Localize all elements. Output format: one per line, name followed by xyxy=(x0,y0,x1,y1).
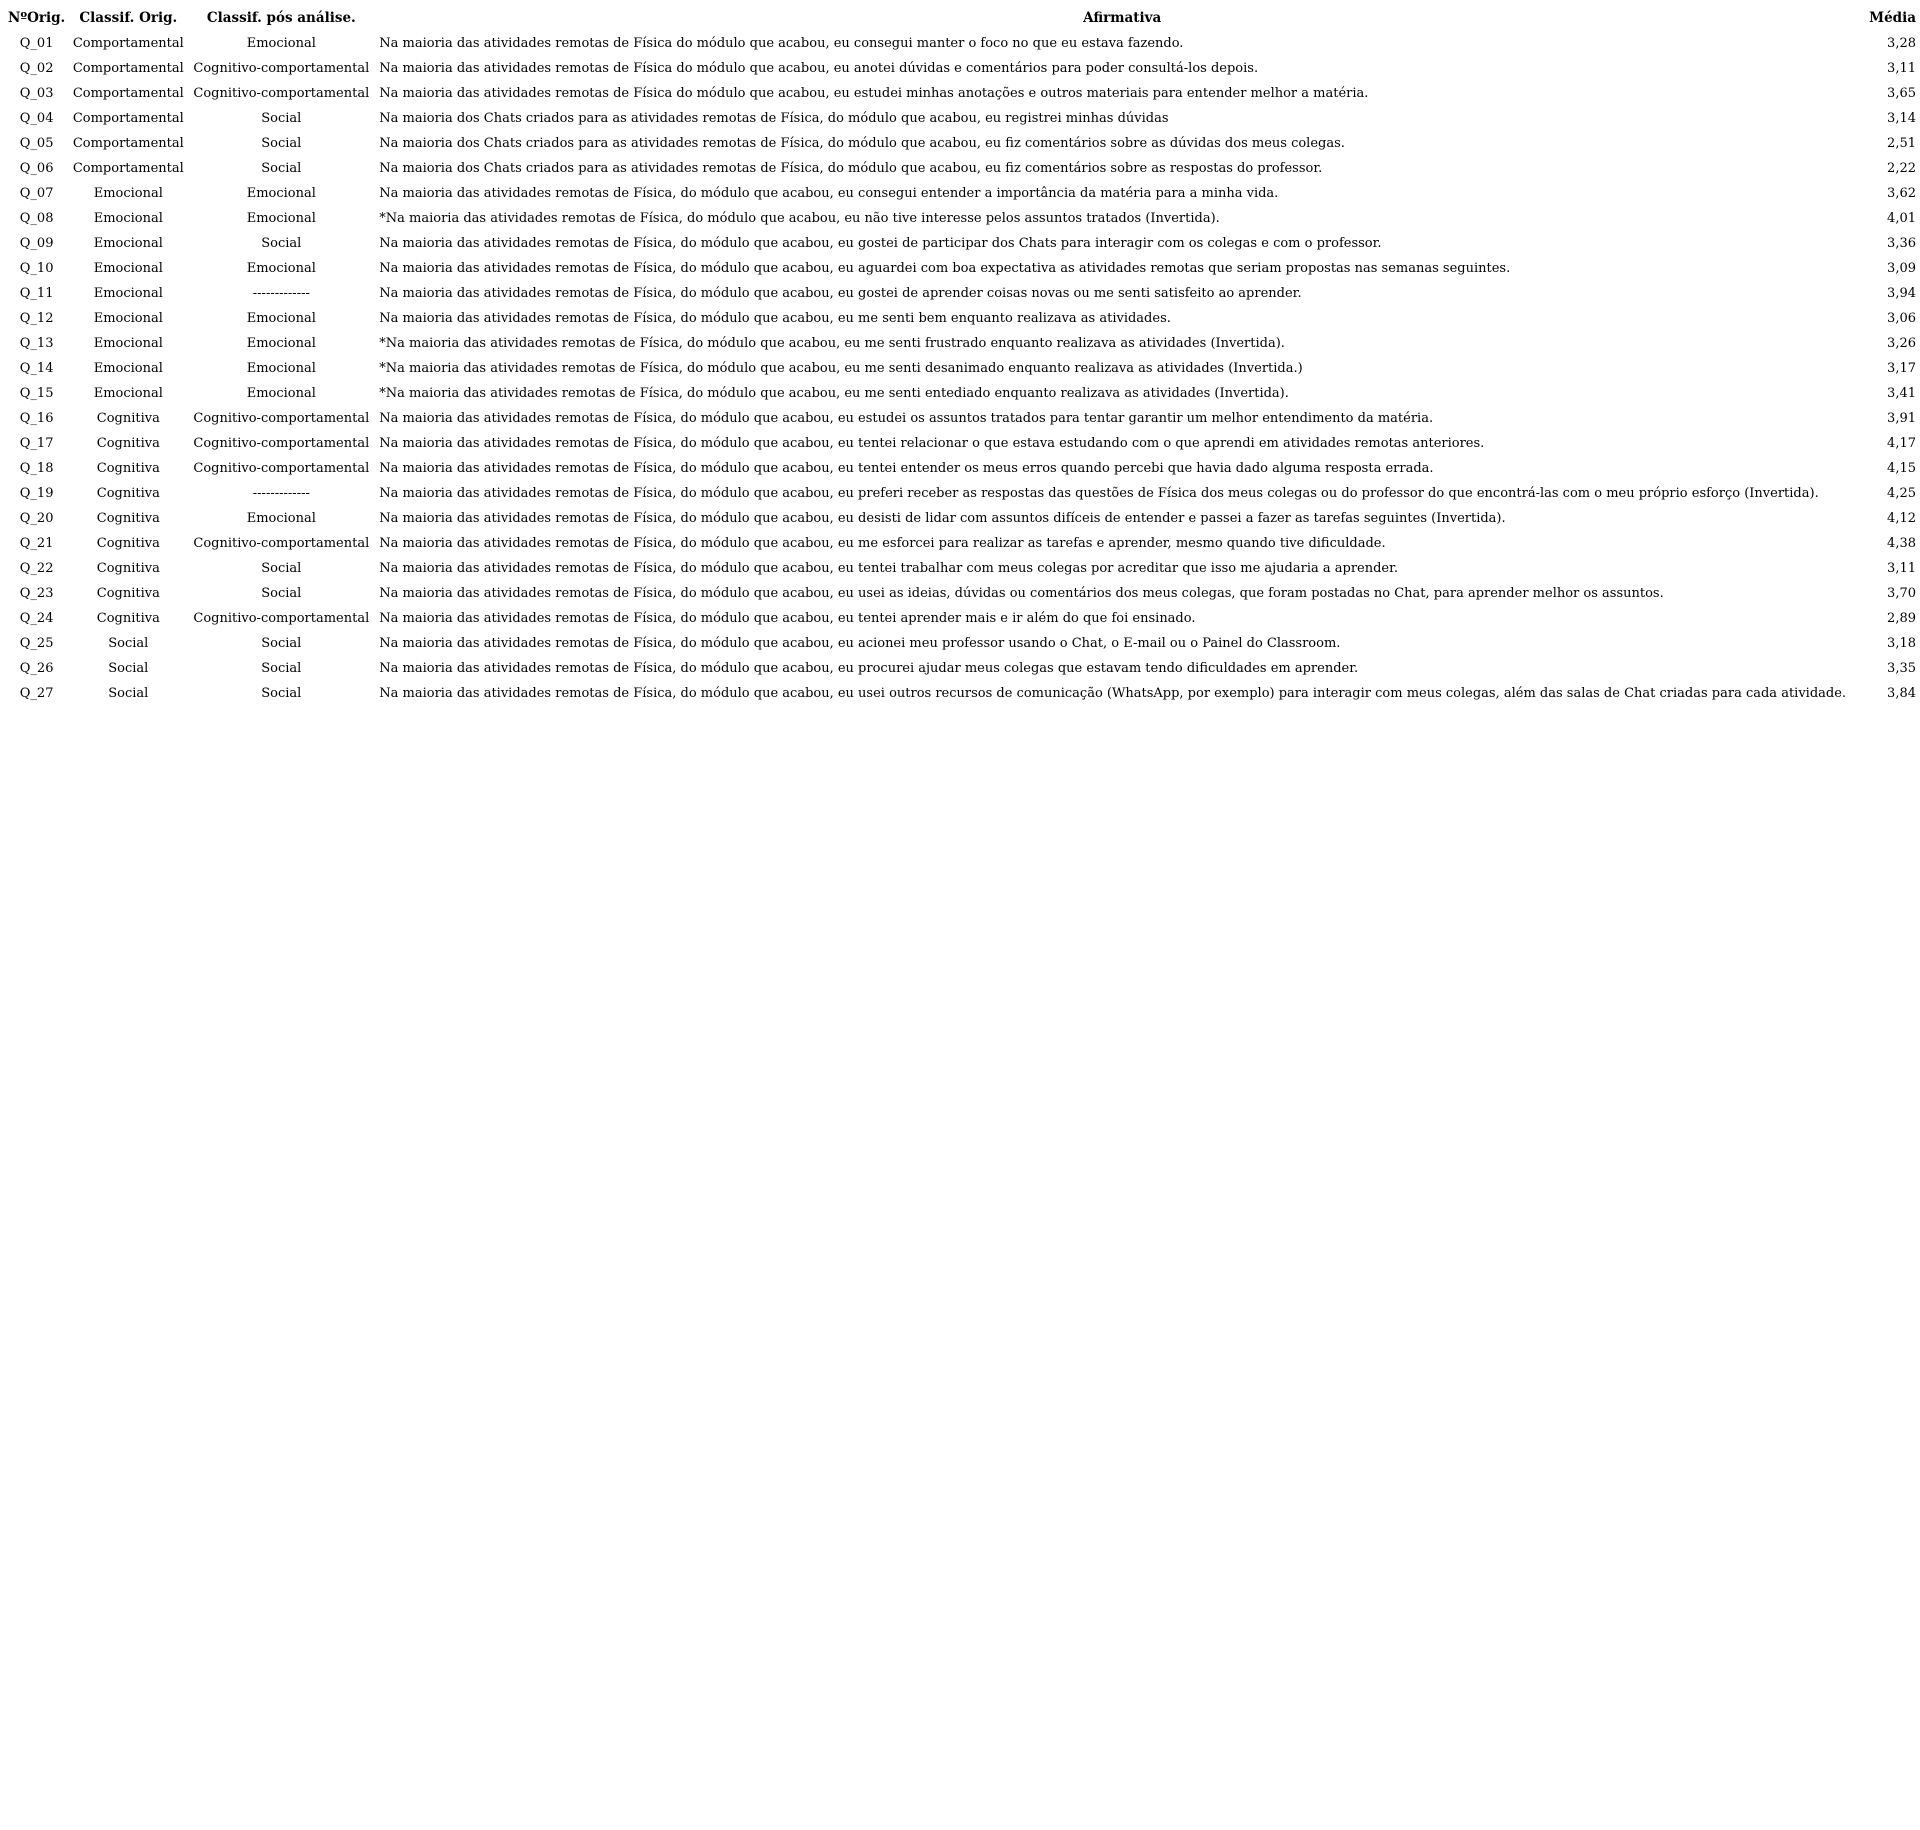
cell-orig-classification: Cognitiva xyxy=(96,411,160,426)
cell-num: Q_18 xyxy=(19,461,54,476)
cell-statement: Na maioria das atividades remotas de Física, do módulo que acabou, eu gostei de participar dos Chats para interagir com os colegas e com o professor. xyxy=(379,236,1382,251)
table-row xyxy=(6,206,1920,231)
table-row xyxy=(6,256,1920,281)
cell-num: Q_08 xyxy=(19,211,54,226)
cell-num: Q_26 xyxy=(19,661,54,676)
table-row xyxy=(6,131,1920,156)
cell-statement: Na maioria dos Chats criados para as atividades remotas de Física, do módulo que acabou, eu fiz comentários sobre as respostas do professor. xyxy=(379,161,1323,176)
cell-post-analysis-classification: Social xyxy=(261,586,302,601)
cell-statement: Na maioria das atividades remotas de Física do módulo que acabou, eu consegui manter o foco no que eu estava fazendo. xyxy=(379,36,1184,51)
cell-post-analysis-classification: Cognitivo-comportamental xyxy=(193,611,370,626)
cell-mean: 3,09 xyxy=(1887,261,1916,276)
cell-num: Q_02 xyxy=(19,61,54,76)
cell-statement: Na maioria das atividades remotas de Física, do módulo que acabou, eu procurei ajudar meus colegas que estavam tendo dificuldades em aprender. xyxy=(379,661,1359,676)
cell-num: Q_14 xyxy=(19,361,54,376)
cell-mean: 3,11 xyxy=(1887,561,1916,576)
header-num: NºOrig. xyxy=(8,10,66,26)
cell-mean: 3,18 xyxy=(1887,636,1916,651)
cell-post-analysis-classification: Cognitivo-comportamental xyxy=(193,61,370,76)
cell-post-analysis-classification: Cognitivo-comportamental xyxy=(193,536,370,551)
cell-orig-classification: Social xyxy=(108,636,149,651)
table-row xyxy=(6,656,1920,681)
cell-post-analysis-classification: ------------- xyxy=(252,286,310,301)
cell-orig-classification: Emocional xyxy=(93,286,163,301)
cell-post-analysis-classification: Emocional xyxy=(246,261,316,276)
cell-statement: *Na maioria das atividades remotas de Física, do módulo que acabou, eu me senti entediado enquanto realizava as atividades (Invertida). xyxy=(379,386,1289,401)
table-row xyxy=(6,631,1920,656)
cell-num: Q_10 xyxy=(19,261,54,276)
cell-mean: 3,26 xyxy=(1887,336,1916,351)
table-row xyxy=(6,331,1920,356)
cell-orig-classification: Cognitiva xyxy=(96,611,160,626)
table-row xyxy=(6,481,1920,506)
cell-mean: 3,35 xyxy=(1887,661,1916,676)
cell-statement: Na maioria das atividades remotas de Física, do módulo que acabou, eu aguardei com boa expectativa as atividades remotas que seriam propostas nas semanas seguintes. xyxy=(379,261,1511,276)
cell-post-analysis-classification: Emocional xyxy=(246,36,316,51)
cell-orig-classification: Emocional xyxy=(93,186,163,201)
cell-statement: Na maioria das atividades remotas de Física, do módulo que acabou, eu usei as ideias, dúvidas ou comentários dos meus colegas, que foram postadas no Chat, para aprender melhor os assuntos. xyxy=(379,586,1664,601)
cell-orig-classification: Emocional xyxy=(93,336,163,351)
cell-num: Q_07 xyxy=(19,186,54,201)
cell-statement: Na maioria das atividades remotas de Física do módulo que acabou, eu estudei minhas anotações e outros materiais para entender melhor a matéria. xyxy=(379,86,1369,101)
cell-num: Q_01 xyxy=(19,36,54,51)
cell-statement: Na maioria das atividades remotas de Física, do módulo que acabou, eu desisti de lidar com assuntos difíceis de entender e passei a fazer as tarefas seguintes (Invertida). xyxy=(379,511,1506,526)
cell-post-analysis-classification: Emocional xyxy=(246,336,316,351)
cell-statement: *Na maioria das atividades remotas de Física, do módulo que acabou, eu me senti desanimado enquanto realizava as atividades (Invertida.) xyxy=(379,361,1303,376)
cell-num: Q_04 xyxy=(19,111,54,126)
cell-orig-classification: Comportamental xyxy=(72,136,184,151)
cell-num: Q_19 xyxy=(19,486,54,501)
cell-statement: Na maioria das atividades remotas de Física, do módulo que acabou, eu acionei meu professor usando o Chat, o E-mail ou o Painel do Classroom. xyxy=(379,636,1341,651)
cell-post-analysis-classification: Social xyxy=(261,686,302,701)
cell-statement: Na maioria das atividades remotas de Física, do módulo que acabou, eu tentei relacionar o que estava estudando com o que aprendi em atividades remotas anteriores. xyxy=(379,436,1485,451)
cell-post-analysis-classification: Emocional xyxy=(246,186,316,201)
table-row xyxy=(6,531,1920,556)
cell-post-analysis-classification: Emocional xyxy=(246,211,316,226)
cell-orig-classification: Emocional xyxy=(93,311,163,326)
cell-num: Q_25 xyxy=(19,636,54,651)
cell-num: Q_13 xyxy=(19,336,54,351)
cell-post-analysis-classification: Social xyxy=(261,136,302,151)
cell-orig-classification: Cognitiva xyxy=(96,511,160,526)
cell-orig-classification: Emocional xyxy=(93,211,163,226)
table-row xyxy=(6,431,1920,456)
table-row xyxy=(6,181,1920,206)
table-row xyxy=(6,31,1920,56)
cell-statement: Na maioria das atividades remotas de Física, do módulo que acabou, eu me senti bem enquanto realizava as atividades. xyxy=(379,311,1171,326)
cell-post-analysis-classification: Emocional xyxy=(246,511,316,526)
table-row xyxy=(6,106,1920,131)
cell-statement: *Na maioria das atividades remotas de Física, do módulo que acabou, eu me senti frustrado enquanto realizava as atividades (Invertida). xyxy=(379,336,1285,351)
cell-post-analysis-classification: Emocional xyxy=(246,361,316,376)
cell-statement: Na maioria das atividades remotas de Física, do módulo que acabou, eu preferi receber as respostas das questões de Física dos meus colegas ou do professor do que encontrá-las com o meu próprio esforço (Invertida). xyxy=(379,486,1819,501)
cell-statement: Na maioria das atividades remotas de Física, do módulo que acabou, eu gostei de aprender coisas novas ou me senti satisfeito ao aprender. xyxy=(379,286,1302,301)
cell-orig-classification: Emocional xyxy=(93,361,163,376)
cell-num: Q_03 xyxy=(19,86,54,101)
cell-post-analysis-classification: Emocional xyxy=(246,311,316,326)
cell-orig-classification: Social xyxy=(108,686,149,701)
cell-num: Q_22 xyxy=(19,561,54,576)
table-row xyxy=(6,156,1920,181)
cell-mean: 3,36 xyxy=(1887,236,1916,251)
cell-orig-classification: Social xyxy=(108,661,149,676)
cell-orig-classification: Comportamental xyxy=(72,36,184,51)
cell-num: Q_06 xyxy=(19,161,54,176)
table-row xyxy=(6,356,1920,381)
cell-mean: 3,14 xyxy=(1887,111,1916,126)
cell-orig-classification: Comportamental xyxy=(72,61,184,76)
cell-post-analysis-classification: Social xyxy=(261,161,302,176)
table-row xyxy=(6,281,1920,306)
cell-post-analysis-classification: Cognitivo-comportamental xyxy=(193,461,370,476)
cell-mean: 3,94 xyxy=(1887,286,1916,301)
cell-statement: Na maioria das atividades remotas de Física, do módulo que acabou, eu usei outros recursos de comunicação (WhatsApp, por exemplo) para interagir com meus colegas, além das salas de Chat criadas para cada atividade. xyxy=(379,686,1847,701)
cell-num: Q_15 xyxy=(19,386,54,401)
table-header xyxy=(6,6,1920,31)
cell-mean: 4,25 xyxy=(1887,486,1916,501)
cell-mean: 4,38 xyxy=(1887,536,1916,551)
cell-statement: Na maioria das atividades remotas de Física, do módulo que acabou, eu tentei aprender mais e ir além do que foi ensinado. xyxy=(379,611,1196,626)
cell-orig-classification: Cognitiva xyxy=(96,536,160,551)
cell-post-analysis-classification: Social xyxy=(261,561,302,576)
header-statement: Afirmativa xyxy=(1083,10,1162,26)
cell-num: Q_27 xyxy=(19,686,54,701)
cell-statement: Na maioria das atividades remotas de Física, do módulo que acabou, eu tentei entender os meus erros quando percebi que havia dado alguma resposta errada. xyxy=(379,461,1434,476)
cell-orig-classification: Comportamental xyxy=(72,161,184,176)
table-body xyxy=(6,31,1920,706)
cell-mean: 3,70 xyxy=(1887,586,1916,601)
cell-statement: Na maioria das atividades remotas de Física, do módulo que acabou, eu estudei os assuntos tratados para tentar garantir um melhor entendimento da matéria. xyxy=(379,411,1434,426)
table-row xyxy=(6,506,1920,531)
header-post-analysis-classification: Classif. pós análise. xyxy=(206,10,356,26)
cell-num: Q_05 xyxy=(19,136,54,151)
cell-mean: 4,12 xyxy=(1887,511,1916,526)
cell-mean: 3,65 xyxy=(1887,86,1916,101)
cell-num: Q_12 xyxy=(19,311,54,326)
cell-statement: Na maioria dos Chats criados para as atividades remotas de Física, do módulo que acabou, eu fiz comentários sobre as dúvidas dos meus colegas. xyxy=(379,136,1345,151)
header-mean: Média xyxy=(1869,10,1916,26)
table-row xyxy=(6,681,1920,706)
table-row xyxy=(6,556,1920,581)
header-orig-classification: Classif. Orig. xyxy=(79,10,178,26)
table-row xyxy=(6,381,1920,406)
cell-statement: *Na maioria das atividades remotas de Física, do módulo que acabou, eu não tive interesse pelos assuntos tratados (Invertida). xyxy=(379,211,1220,226)
cell-orig-classification: Emocional xyxy=(93,386,163,401)
cell-num: Q_23 xyxy=(19,586,54,601)
table-row xyxy=(6,606,1920,631)
cell-post-analysis-classification: Social xyxy=(261,236,302,251)
cell-statement: Na maioria das atividades remotas de Física do módulo que acabou, eu anotei dúvidas e comentários para poder consultá-los depois. xyxy=(379,61,1259,76)
table-row xyxy=(6,306,1920,331)
cell-num: Q_17 xyxy=(19,436,54,451)
cell-mean: 2,51 xyxy=(1887,136,1916,151)
table-row xyxy=(6,81,1920,106)
cell-mean: 3,62 xyxy=(1887,186,1916,201)
cell-orig-classification: Cognitiva xyxy=(96,436,160,451)
cell-statement: Na maioria das atividades remotas de Física, do módulo que acabou, eu me esforcei para realizar as tarefas e aprender, mesmo quando tive dificuldade. xyxy=(379,536,1386,551)
cell-mean: 3,84 xyxy=(1887,686,1916,701)
table-row xyxy=(6,581,1920,606)
cell-num: Q_20 xyxy=(19,511,54,526)
cell-post-analysis-classification: Social xyxy=(261,661,302,676)
cell-orig-classification: Comportamental xyxy=(72,111,184,126)
header-row xyxy=(6,6,1920,31)
cell-num: Q_09 xyxy=(19,236,54,251)
table-row xyxy=(6,406,1920,431)
cell-orig-classification: Cognitiva xyxy=(96,486,160,501)
cell-orig-classification: Comportamental xyxy=(72,86,184,101)
cell-mean: 2,89 xyxy=(1887,611,1916,626)
table-row xyxy=(6,456,1920,481)
cell-orig-classification: Cognitiva xyxy=(96,461,160,476)
cell-mean: 2,22 xyxy=(1887,161,1916,176)
cell-mean: 4,01 xyxy=(1887,211,1916,226)
cell-orig-classification: Cognitiva xyxy=(96,561,160,576)
cell-mean: 4,17 xyxy=(1887,436,1916,451)
cell-mean: 3,06 xyxy=(1887,311,1916,326)
cell-statement: Na maioria das atividades remotas de Física, do módulo que acabou, eu consegui entender a importância da matéria para a minha vida. xyxy=(379,186,1279,201)
cell-statement: Na maioria das atividades remotas de Física, do módulo que acabou, eu tentei trabalhar com meus colegas por acreditar que isso me ajudaria a aprender. xyxy=(379,561,1399,576)
cell-statement: Na maioria dos Chats criados para as atividades remotas de Física, do módulo que acabou, eu registrei minhas dúvidas xyxy=(379,111,1169,126)
cell-mean: 3,17 xyxy=(1887,361,1916,376)
table-row xyxy=(6,231,1920,256)
cell-num: Q_16 xyxy=(19,411,54,426)
cell-post-analysis-classification: Social xyxy=(261,636,302,651)
cell-mean: 3,11 xyxy=(1887,61,1916,76)
cell-num: Q_11 xyxy=(19,286,54,301)
table-row xyxy=(6,56,1920,81)
survey-table xyxy=(6,6,1920,706)
cell-post-analysis-classification: Cognitivo-comportamental xyxy=(193,411,370,426)
cell-mean: 3,28 xyxy=(1887,36,1916,51)
cell-mean: 3,91 xyxy=(1887,411,1916,426)
cell-num: Q_24 xyxy=(19,611,54,626)
cell-post-analysis-classification: Cognitivo-comportamental xyxy=(193,86,370,101)
cell-orig-classification: Emocional xyxy=(93,236,163,251)
cell-orig-classification: Cognitiva xyxy=(96,586,160,601)
cell-num: Q_21 xyxy=(19,536,54,551)
cell-orig-classification: Emocional xyxy=(93,261,163,276)
cell-post-analysis-classification: Cognitivo-comportamental xyxy=(193,436,370,451)
cell-post-analysis-classification: Emocional xyxy=(246,386,316,401)
cell-mean: 3,41 xyxy=(1887,386,1916,401)
cell-mean: 4,15 xyxy=(1887,461,1916,476)
cell-post-analysis-classification: Social xyxy=(261,111,302,126)
cell-post-analysis-classification: ------------- xyxy=(252,486,310,501)
